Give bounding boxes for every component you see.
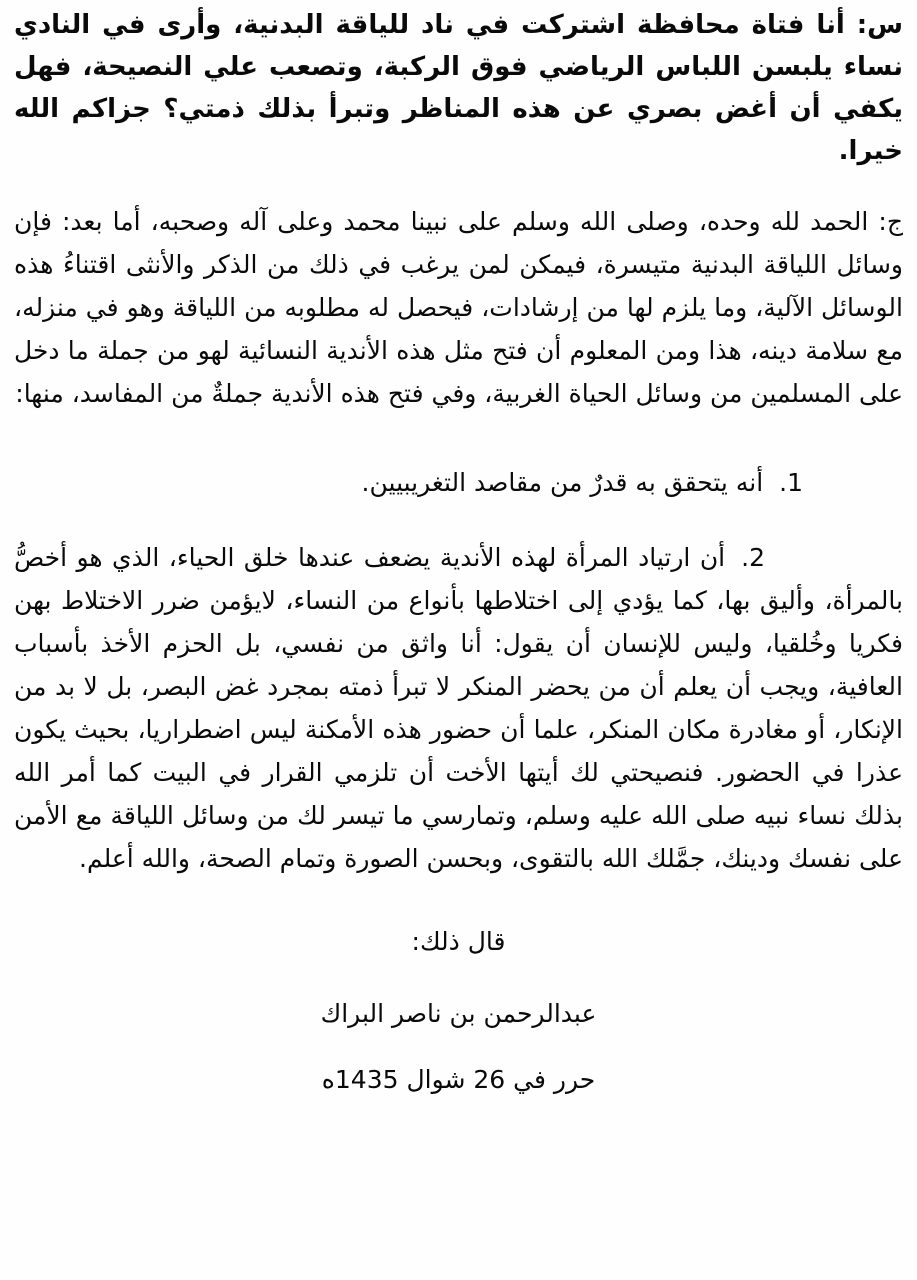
answer-paragraph: ج: الحمد لله وحده، وصلى الله وسلم على نبينا محمد وعلى آله وصحبه، أما بعد: فإن وسائل اللياقة البدنية متيسرة، فيمكن لمن يرغب في ذلك من الذكر والأنثى اقتناءُ هذه الوسائل الآلية، وما يلزم لها من إرشادات، فيحصل له مطلوبه من اللياقة وهو في منزله، مع سلامة دينه، هذا ومن المعلوم أن فتح مثل هذه الأندية النسائية لهو من جملة ما دخل على المسلمين من وسائل الحياة الغربية، وفي فتح هذه الأندية جملةٌ من المفاسد، منها: (14, 207, 903, 408)
author-name: عبدالرحمن بن ناصر البراك (320, 999, 597, 1028)
said-that-line: قال ذلك: (411, 927, 506, 956)
list-item-2-text: أن ارتياد المرأة لهذه الأندية يضعف عندها خلق الحياء، الذي هو أخصُّ بالمرأة، وأليق بها، كما يؤدي إلى اختلاطها بأنواع من النساء، لايؤمن ضرر الاختلاط بهن فكريا وخُلقيا، وليس للإنسان أن يقول: أنا واثق من نفسي، بل الحزم الأخذ بأسباب العافية، ويجب أن يعلم أن من يحضر المنكر لا تبرأ ذمته بمجرد غض البصر، بل لا بد من الإنكار، أو مغادرة مكان المنكر، علما أن حضور هذه الأمكنة ليس اضطراريا، بحيث يكون عذرا في الحضور. فنصيحتي لك أيتها الأخت أن تلزمي القرار في البيت كما أمر الله بذلك نساء نبيه صلى الله عليه وسلم، وتمارسي ما تيسر لك من وسائل اللياقة مع الأمن على نفسك ودينك، جمَّلك الله بالتقوى، وبحسن الصورة وتمام الصحة، والله أعلم. (14, 543, 903, 873)
list-item-2 (14, 536, 903, 880)
harms-list (14, 461, 903, 880)
list-item-1-text: أنه يتحقق به قدرٌ من مقاصد التغريبيين. (361, 468, 764, 497)
question-paragraph: س: أنا فتاة محافظة اشتركت في ناد للياقة البدنية، وأرى في النادي نساء يلبسن اللباس الرياضي فوق الركبة، وتصعب علي النصيحة، فهل يكفي أن أغض بصري عن هذه المناظر وتبرأ بذلك ذمتي؟ جزاكم الله خيرا. (14, 10, 903, 166)
list-item-1-number: 1. (779, 468, 803, 497)
list-item-2-number: 2. (741, 543, 765, 572)
list-item-1 (14, 461, 903, 504)
date-line: حرر في 26 شوال 1435ه (321, 1065, 596, 1094)
